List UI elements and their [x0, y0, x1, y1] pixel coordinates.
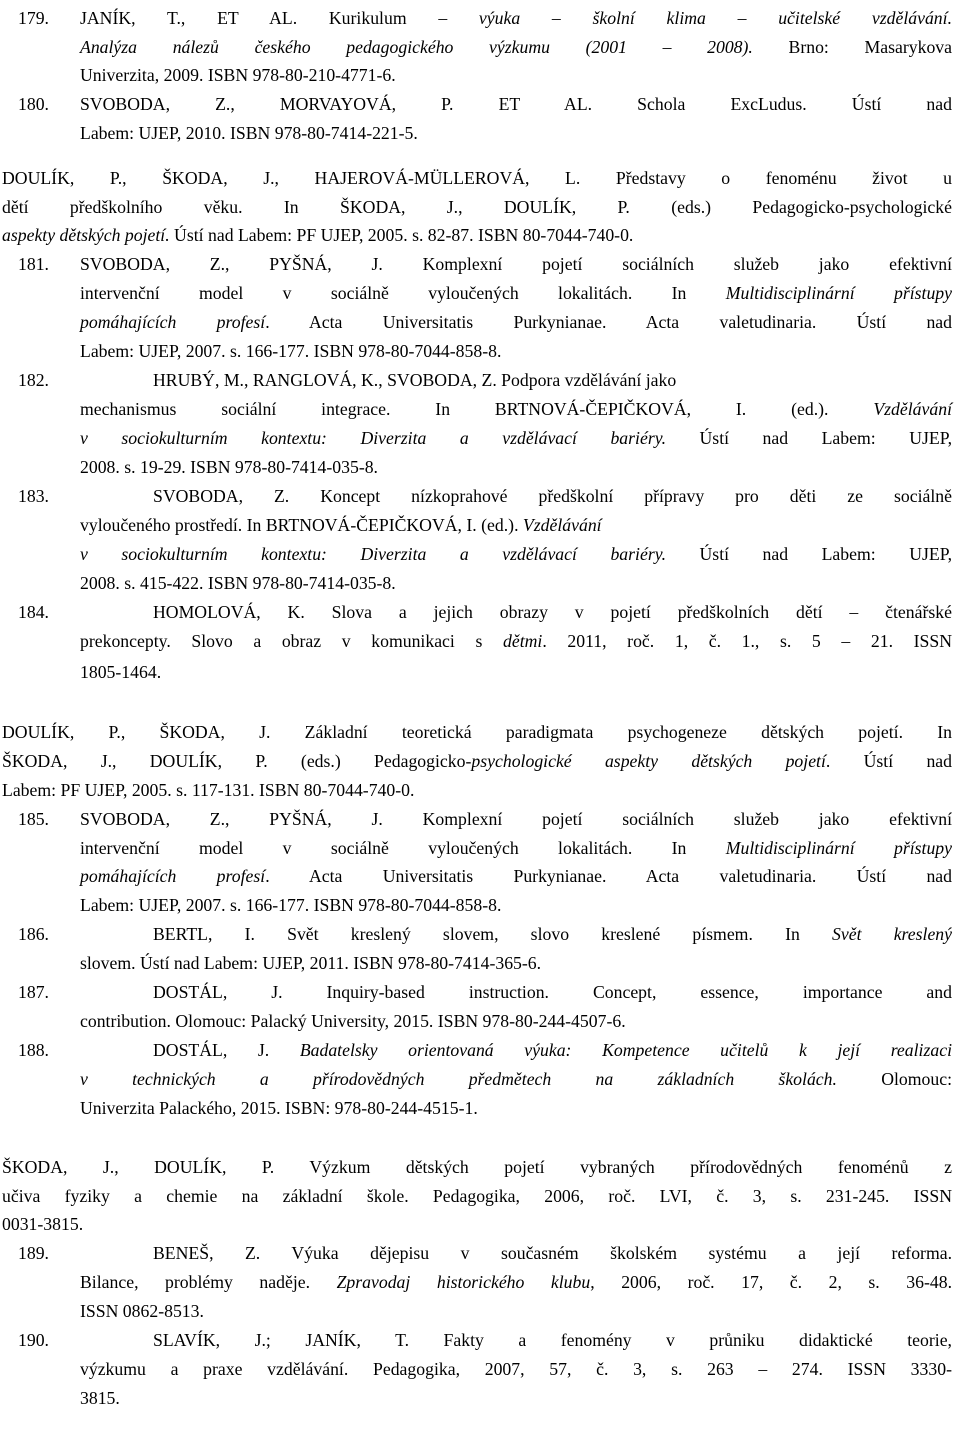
reference-number: 182. — [18, 370, 49, 390]
reference-number: 181. — [18, 254, 49, 274]
bibliography-page: 179. JANÍK, T., ET AL. Kurikulum – výuka – školní klima – učitelské vzdělávání. Analýza nálezů českého pedagogického výzkumu (2001 – 2008). Brno: Masarykova Univerzita, 2009. ISBN 978-80-210-4771-6. 180. SVOBODA, Z., MORVAYOVÁ, P. ET AL. Schola ExcLudus. Ústí nad Labem: UJEP, 2010. ISBN 978-80-7414-221-5. DOULÍK, P., ŠKODA, J., HAJEROVÁ-MÜLLEROVÁ, L. Představy o fenoménu život u dětí předškolního věku. In ŠKODA, J., DOULÍK, P. (eds.) Pedagogicko-psychologické aspekty dětských pojetí. Ústí nad Labem: PF UJEP, 2005. s. 82-87. ISBN 80-7044-740-0. 181. SVOBODA, Z., PYŠNÁ, J. Komplexní pojetí sociálních služeb jako efektivní intervenční model v sociálně vyloučených lokalitách. In Multidisciplinární přístupy pomáhajících profesí. Acta Universitatis Purkynianae. Acta valetudinaria. Ústí nad Labem: UJEP, 2007. s. 166-177. ISBN 978-80-7044-858-8. 182. HRUBÝ, M., RANGLOVÁ, K., SVOBODA, Z. Podpora vzdělávání jako mechanismus sociální integrace. In BRTNOVÁ-ČEPIČKOVÁ, I. (ed.). Vzdělávání v sociokulturním kontextu: Diverzita a vzdělávací bariéry. Ústí nad Labem: UJEP, 2008. s. 19-29. ISBN 978-80-7414-035-8. 183. SVOBODA, Z. Koncept nízkoprahové předškolní přípravy pro děti ze sociálně vyloučeného prostředí. In BRTNOVÁ-ČEPIČKOVÁ, I. (ed.). Vzdělávání v sociokulturním kontextu: Diverzita a vzdělávací bariéry. Ústí nad Labem: UJEP, 2008. s. 415-422. ISBN 978-80-7414-035-8. 184. HOMOLOVÁ, K. Slova a jejich obrazy v pojetí předškolních dětí – čtenářské prekoncepty. Slovo a obraz v komunikaci s dětmi. 2011, roč. 1, č. 1., s. 5 – 21. ISSN 1805-1464. DOULÍK, P., ŠKODA, J. Základní teoretická paradigmata psychogeneze dětských pojetí. In ŠKODA, J., DOULÍK, P. (eds.) Pedagogicko-psychologické aspekty dětských pojetí. Ústí nad Labem: PF UJEP, 2005. s. 117-131. ISBN 80-7044-740-0. 185. SVOBODA, Z., PYŠNÁ, J. Komplexní pojetí sociálních služeb jako efektivní intervenční model v sociálně vyloučených lokalitách. In Multidisciplinární přístupy pomáhajících profesí. Acta Universitatis Purkynianae. Acta valetudinaria. Ústí nad Labem: UJEP, 2007. s. 166-177. ISBN 978-80-7044-858-8. 186. BERTL, I. Svět kreslený slovem, slovo kreslené písmem. In Svět kreslený slovem. Ústí nad Labem: UJEP, 2011. ISBN 978-80-7414-365-6. 187. DOSTÁL, J. Inquiry-based instruction. Concept, essence, importance and contribution. Olomouc: Palacký University, 2015. ISBN 978-80-244-4507-6. 188. DOSTÁL, J. Badatelsky orientovaná výuka: Kompetence učitelů k její realizaci v technických a přírodovědných předmětech na základních školách. Olomouc: Univerzita Palackého, 2015. ISBN: 978-80-244-4515-1. ŠKODA, J., DOULÍK, P. Výzkum dětských pojetí vybraných přírodovědných fenoménů z učiva fyziky a chemie na základní škole. Pedagogika, 2006, roč. LVI, č. 3, s. 231-245. ISSN 0031-3815. 189. BENEŠ, Z. Výuka dějepisu v současném školském systému a její reforma. Bilance, problémy naděje. Zpravodaj historického klubu, 2006, roč. 17, č. 2, s. 36-48. ISSN 0862-8513. SLAVÍK, J.; JANÍK, T. Fakty a fenomény v průniku didaktické teorie, 190. výzkumu a praxe vzdělávání. Pedagogika, 2007, 57, č. 3, s. 263 – 274. ISSN 3330- 3815. — [0, 0, 960, 1448]
reference-number: 190. — [18, 1330, 49, 1350]
reference-number: 189. — [18, 1243, 49, 1263]
reference-number: 185. — [18, 809, 49, 829]
reference-text: SLAVÍK, J.; JANÍK, T. Fakty a fenomény v průniku didaktické teorie, — [153, 1330, 952, 1350]
reference-number: 187. — [18, 982, 49, 1002]
reference-number: 184. — [18, 602, 49, 622]
reference-number: 188. — [18, 1040, 49, 1060]
reference-text: výzkumu a praxe vzdělávání. Pedagogika, 2007, 57, č. 3, s. 263 – 274. ISSN 3330- — [80, 1359, 952, 1379]
reference-text: 3815. — [80, 1388, 120, 1408]
reference-number: 186. — [18, 924, 49, 944]
reference-number: 179. — [18, 8, 49, 28]
reference-number: 183. — [18, 486, 49, 506]
reference-number: 180. — [18, 94, 49, 114]
